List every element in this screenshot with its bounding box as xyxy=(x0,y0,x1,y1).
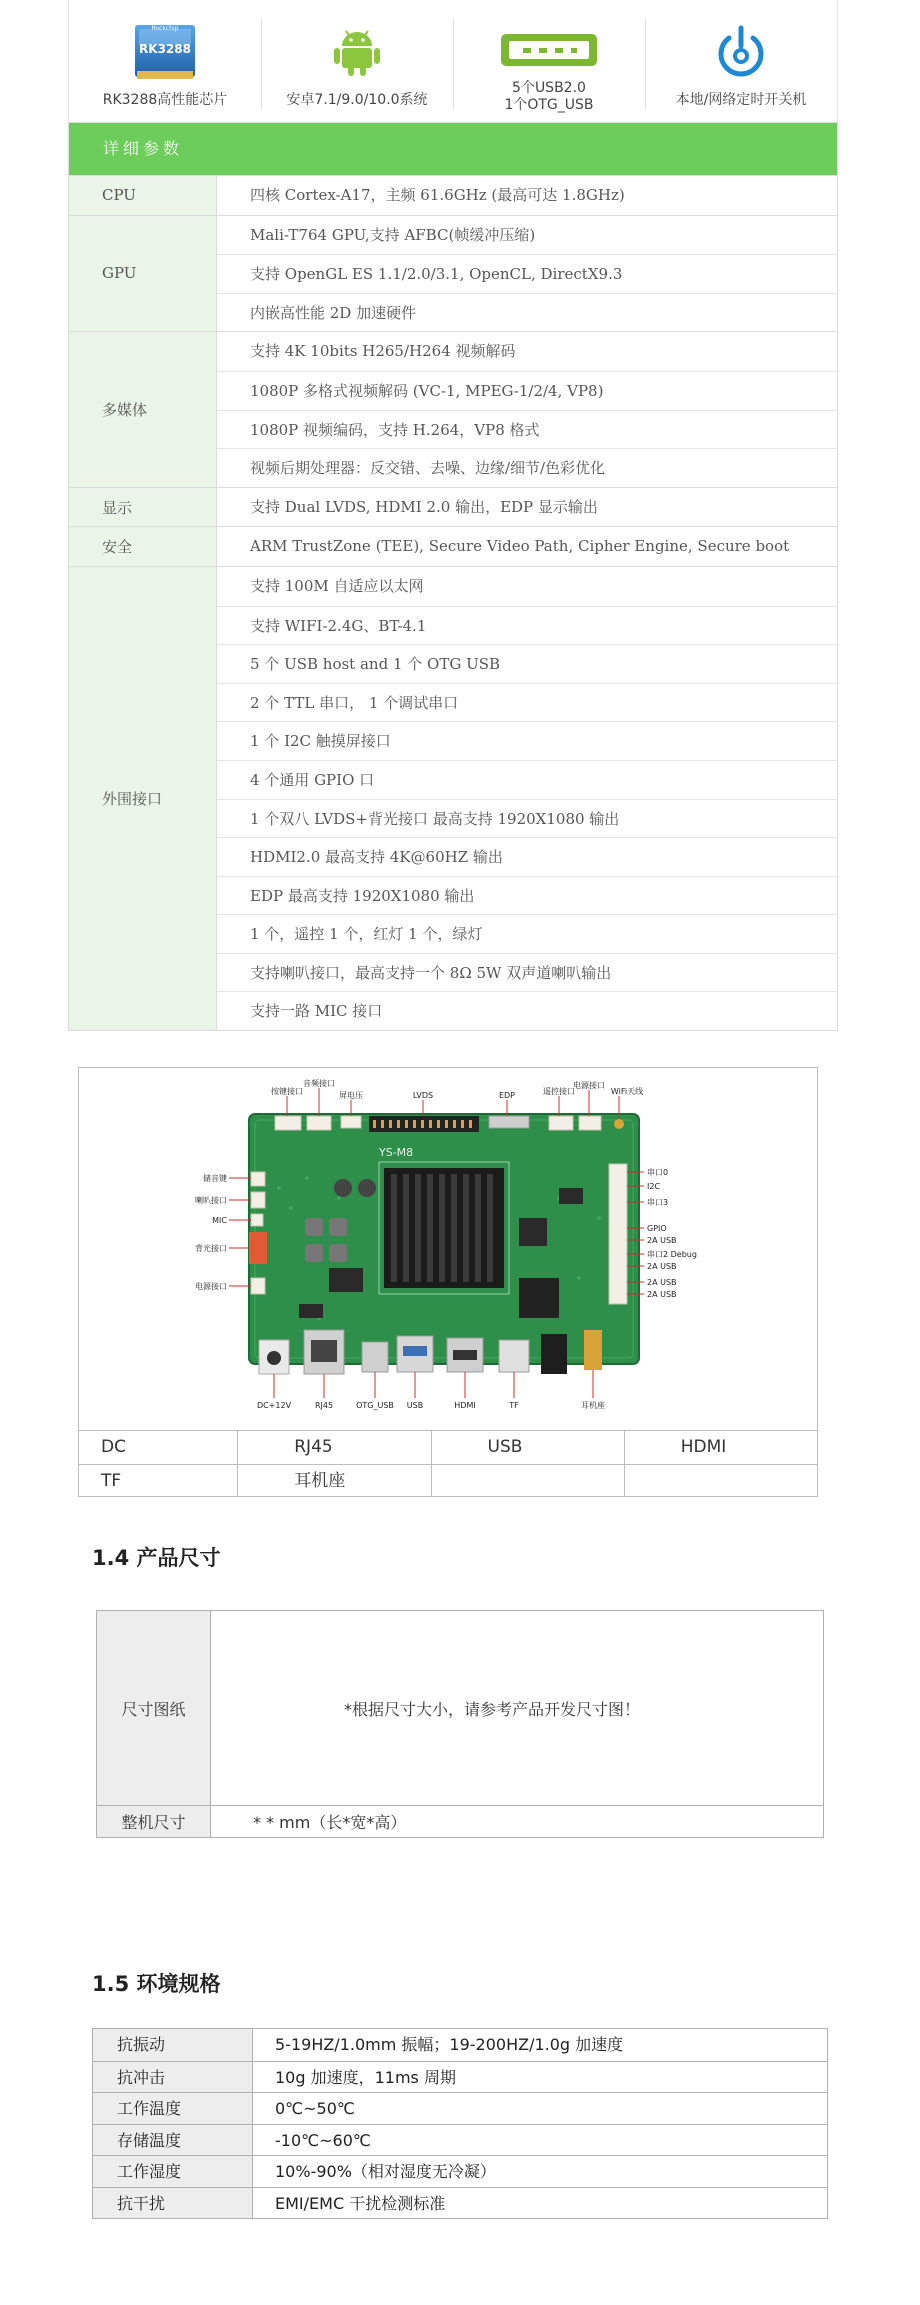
port-table xyxy=(79,1430,817,1497)
spec-row: 1080P 多格式视频解码 (VC-1, MPEG-1/2/4, VP8) xyxy=(217,371,837,410)
size-label: 整机尺寸 xyxy=(97,1806,211,1837)
board-label: TF xyxy=(509,1401,519,1410)
spec-row: 支持 OpenGL ES 1.1/2.0/3.1, OpenCL, DirectX9.3 xyxy=(217,254,837,293)
board-label: 2A USB xyxy=(647,1236,677,1245)
port-cell: HDMI xyxy=(624,1431,817,1464)
board-label: 电源接口 xyxy=(573,1081,605,1090)
spec-group-label: CPU xyxy=(69,176,217,215)
spec-group-label: 显示 xyxy=(69,488,217,527)
port-row xyxy=(79,1464,817,1497)
board-label: 串口0 xyxy=(647,1168,669,1177)
board-label: 2A USB xyxy=(647,1278,677,1287)
spec-group-label: 外围接口 xyxy=(69,567,217,1030)
env-label: 工作湿度 xyxy=(93,2156,253,2187)
spec-row: 视频后期处理器：反交错、去噪、边缘/细节/色彩优化 xyxy=(217,448,837,487)
spec-row: 5 个 USB host and 1 个 OTG USB xyxy=(217,644,837,683)
spec-row: 1 个 I2C 触摸屏接口 xyxy=(217,721,837,760)
env-value: 10%-90%（相对湿度无冷凝） xyxy=(275,2162,496,2181)
board-label: 2A USB xyxy=(647,1290,677,1299)
env-value: -10℃~60℃ xyxy=(275,2130,371,2150)
env-value: 0℃~50℃ xyxy=(275,2099,355,2118)
board-label: 屏电压 xyxy=(339,1091,363,1100)
feature-android xyxy=(261,0,453,122)
spec-row: HDMI2.0 最高支持 4K@60HZ 输出 xyxy=(217,837,837,876)
port-cell xyxy=(624,1465,817,1497)
board-label: DC+12V xyxy=(256,1401,292,1410)
board-label: GPIO xyxy=(647,1224,667,1233)
port-cell: 耳机座 xyxy=(237,1465,430,1497)
board-label: 按键接口 xyxy=(271,1087,303,1096)
spec-row: 四核 Cortex-A17，主频 61.6GHz (最高可达 1.8GHz) xyxy=(250,186,625,204)
spec-row: 1 个双八 LVDS+背光接口 最高支持 1920X1080 输出 xyxy=(217,799,837,838)
board-label: EDP xyxy=(498,1091,516,1100)
spec-row: 1080P 视频编码，支持 H.264，VP8 格式 xyxy=(217,410,837,449)
section-title-env: 1.5 环境规格 xyxy=(92,1972,221,1996)
android-icon xyxy=(327,26,387,78)
board-figure xyxy=(78,1067,818,1497)
size-label: 尺寸图纸 xyxy=(97,1611,211,1805)
spec-row: 支持 100M 自适应以太网 xyxy=(250,576,424,595)
spec-row: 支持一路 MIC 接口 xyxy=(217,991,837,1030)
spec-row: 支持 4K 10bits H265/H264 视频解码 xyxy=(250,342,516,361)
board-image xyxy=(79,1068,817,1430)
board-label: 串口2 Debug xyxy=(647,1250,697,1259)
board-label: 串口3 xyxy=(647,1198,669,1207)
board-label: 储音键 xyxy=(203,1174,227,1183)
env-row xyxy=(93,2061,827,2093)
pcb-board-illustration xyxy=(79,1068,817,1430)
env-row xyxy=(93,2155,827,2187)
env-row xyxy=(93,2124,827,2156)
spec-row: 支持喇叭接口，最高支持一个 8Ω 5W 双声道喇叭输出 xyxy=(217,953,837,992)
feature-caption: 本地/网络定时开关机 xyxy=(675,92,807,108)
board-label: OTG_USB xyxy=(356,1401,394,1410)
env-row xyxy=(93,2029,827,2061)
spec-group-label: GPU xyxy=(69,216,217,332)
spec-row: 1 个，遥控 1 个，红灯 1 个，绿灯 xyxy=(217,914,837,953)
board-label: I2C xyxy=(647,1182,661,1191)
port-row xyxy=(79,1431,817,1464)
spec-row: 4 个通用 GPIO 口 xyxy=(217,760,837,799)
rk3288-chip-icon xyxy=(129,21,201,83)
board-label: 遥控接口 xyxy=(543,1087,575,1096)
spec-group-cpu xyxy=(69,175,837,215)
spec-group-multimedia xyxy=(69,331,837,486)
board-label: 背光接口 xyxy=(195,1244,227,1253)
spec-row: 支持 Dual LVDS, HDMI 2.0 输出，EDP 显示输出 xyxy=(250,497,598,516)
port-cell: USB xyxy=(431,1431,624,1464)
env-value: 5-19HZ/1.0mm 振幅；19-200HZ/1.0g 加速度 xyxy=(275,2035,624,2054)
size-value: * * mm（长*宽*高） xyxy=(253,1813,407,1832)
size-table xyxy=(96,1610,824,1838)
env-row xyxy=(93,2187,827,2219)
spec-group-peripherals xyxy=(69,566,837,1030)
env-label: 工作温度 xyxy=(93,2093,253,2124)
env-label: 抗冲击 xyxy=(93,2062,253,2093)
spec-row: EDP 最高支持 1920X1080 输出 xyxy=(217,876,837,915)
board-label: 2A USB xyxy=(647,1262,677,1271)
port-cell xyxy=(431,1465,624,1497)
board-label: 电源接口 xyxy=(195,1282,227,1291)
spec-row: 内嵌高性能 2D 加速硬件 xyxy=(217,293,837,332)
port-cell: RJ45 xyxy=(237,1431,430,1464)
env-label: 抗振动 xyxy=(93,2029,253,2061)
power-icon xyxy=(711,24,771,80)
board-label: 音频接口 xyxy=(303,1079,335,1088)
feature-chip xyxy=(69,0,261,122)
spec-group-gpu xyxy=(69,215,837,332)
board-label: RJ45 xyxy=(314,1401,334,1410)
spec-header: 详细参数 xyxy=(69,123,837,175)
env-table xyxy=(92,2028,828,2219)
spec-row: ARM TrustZone (TEE), Secure Video Path, Cipher Engine, Secure boot xyxy=(250,537,790,556)
spec-group-label: 安全 xyxy=(69,527,217,566)
feature-strip xyxy=(68,0,838,122)
env-value: EMI/EMC 干扰检测标准 xyxy=(275,2193,446,2213)
board-label: USB xyxy=(406,1401,424,1410)
feature-usb xyxy=(453,0,645,122)
size-value: *根据尺寸大小，请参考产品开发尺寸图！ xyxy=(343,1699,640,1719)
feature-caption: 安卓7.1/9.0/10.0系统 xyxy=(286,92,428,108)
spec-row: 2 个 TTL 串口， 1 个调试串口 xyxy=(217,683,837,722)
feature-caption-line1: 5个USB2.0 xyxy=(512,80,586,96)
feature-caption: RK3288高性能芯片 xyxy=(102,92,228,108)
spec-row: 支持 WIFI-2.4G、BT-4.1 xyxy=(217,606,837,645)
board-label: HDMI xyxy=(454,1401,476,1410)
board-model-label: YS-M8 xyxy=(379,1146,414,1159)
section-title-size: 1.4 产品尺寸 xyxy=(92,1546,221,1570)
size-row xyxy=(97,1805,823,1837)
chip-brand-text: Rockchip xyxy=(151,25,179,32)
env-row xyxy=(93,2092,827,2124)
size-row xyxy=(97,1611,823,1805)
feature-power xyxy=(645,0,837,122)
spec-table xyxy=(68,122,838,1031)
usb-icon xyxy=(499,32,599,68)
spec-group-display xyxy=(69,487,837,527)
env-label: 抗干扰 xyxy=(93,2188,253,2219)
port-cell: DC xyxy=(101,1437,126,1457)
env-value: 10g 加速度，11ms 周期 xyxy=(275,2067,456,2087)
board-label: 喇叭接口 xyxy=(195,1196,227,1205)
spec-group-label: 多媒体 xyxy=(69,332,217,486)
port-cell: TF xyxy=(101,1471,122,1491)
chip-label-text: RK3288 xyxy=(139,42,191,56)
env-label: 存储温度 xyxy=(93,2125,253,2156)
feature-caption-line2: 1个OTG_USB xyxy=(504,97,594,113)
board-label: 耳机座 xyxy=(581,1401,605,1410)
board-label: LVDS xyxy=(412,1091,434,1100)
board-label: WiFi天线 xyxy=(610,1087,644,1096)
board-label: MIC xyxy=(212,1216,227,1225)
spec-row: Mali-T764 GPU,支持 AFBC(帧缓冲压缩) xyxy=(250,225,536,244)
spec-group-security xyxy=(69,526,837,566)
